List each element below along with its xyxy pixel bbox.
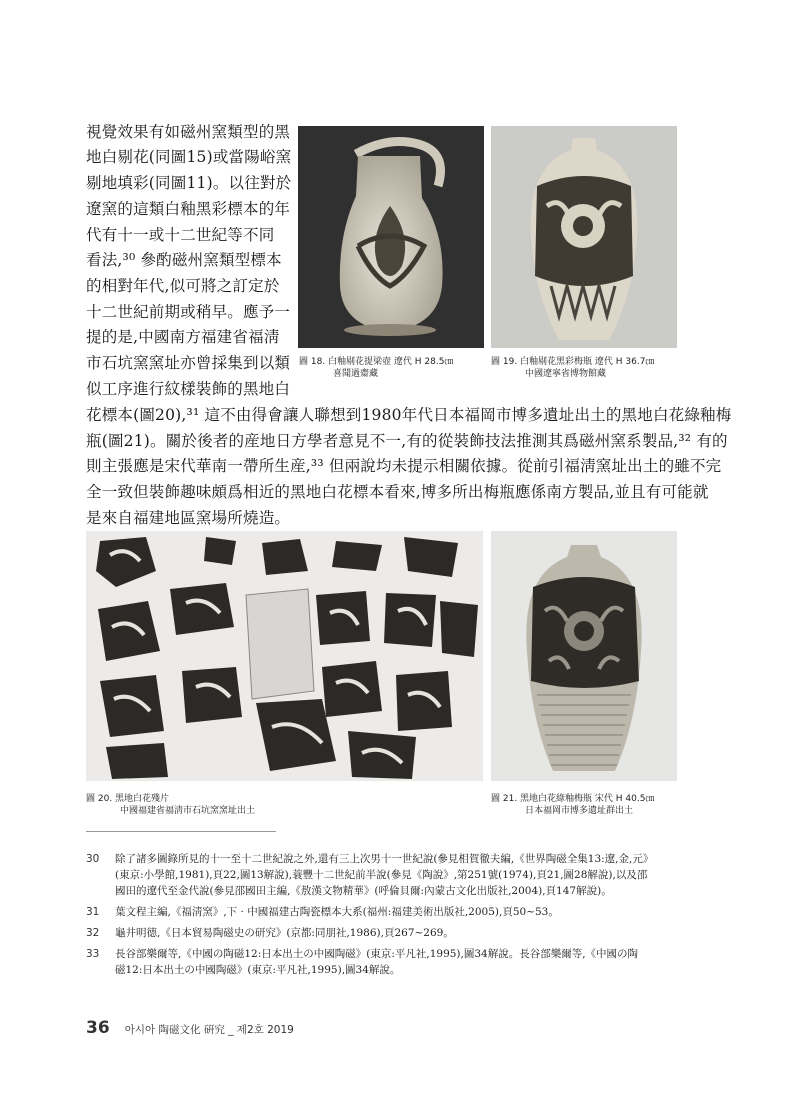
footnote-line: 龜井明德,《日本貿易陶磁史の研究》(京都:同朋社,1986),頁267~269。 <box>115 927 454 939</box>
text-line: 視覺效果有如磁州窯類型的黑 <box>86 123 291 141</box>
caption-line: 圖 19. 白釉剔花黑彩梅瓶 遼代 H 36.7㎝ <box>491 357 655 367</box>
figure-18-caption <box>299 356 453 380</box>
footnote-line: 國田的遼代至金代說(參見邵國田主編,《敖漢文物精華》(呼倫貝爾:內蒙古文化出版社,2004),頁147解說)。 <box>115 885 612 897</box>
footnote-number: 30 <box>86 853 100 865</box>
footnote-line: (東京:小學館,1981),頁22,圖13解說),蓑豐十二世紀前半說(參見《陶說》,第251號(1974),頁21,圖28解說),以及邵 <box>115 869 648 881</box>
text-line: 市石坑窯窯址亦曾採集到以類 <box>86 354 291 372</box>
figure-20-caption <box>86 793 255 817</box>
caption-line: 日本福岡市博多遺址群出土 <box>525 806 634 816</box>
caption-line: 喜聞過齋藏 <box>333 369 379 379</box>
footnote-number: 32 <box>86 927 100 939</box>
figure-21-photo <box>491 531 677 781</box>
figure-18-photo <box>298 126 484 348</box>
text-line: 十二世紀前期或稍早。應予一 <box>86 303 291 321</box>
caption-line: 圖 18. 白釉剔花提梁壺 遼代 H 28.5㎝ <box>299 357 454 367</box>
text-line: 花標本(圖20),³¹ 這不由得會讓人聯想到1980年代日本福岡市博多遺址出土的黑地白花綠釉梅 <box>86 406 732 424</box>
figure-19-photo <box>491 126 677 348</box>
footnote-line: 磁12:日本出土の中國陶磁》(東京:平凡社,1995),圖34解說。 <box>115 964 401 976</box>
text-line: 全一致但裝飾趣味頗爲相近的黑地白花標本看來,博多所出梅瓶應係南方製品,並且有可能就 <box>86 483 709 501</box>
footnote-number: 31 <box>86 906 100 918</box>
text-line: 遼窯的這類白釉黑彩標本的年 <box>86 200 291 218</box>
text-line: 是來自福建地區窯場所燒造。 <box>86 509 291 527</box>
figure-21-caption <box>491 793 654 817</box>
caption-line: 圖 21. 黑地白花綠釉梅瓶 宋代 H 40.5㎝ <box>491 794 655 804</box>
caption-line: 中國福建省福淸市石坑窯窯址出土 <box>120 806 256 816</box>
footnote-line: 葉文程主編,《福淸窯》,下 · 中國福建古陶瓷標本大系(福州:福建美術出版社,2005),頁50~53。 <box>115 906 559 918</box>
footnote-line: 除了諸多圖錄所見的十一至十二世紀說之外,還有三上次男十一世紀說(參見相賀徹夫編,《世界陶磁全集13:遼,金,元》 <box>115 853 654 865</box>
page-footer <box>86 1018 294 1038</box>
text-line: 提的是,中國南方福建省福淸 <box>86 328 280 346</box>
text-line: 看法,³⁰ 參酌磁州窯類型標本 <box>86 251 282 269</box>
footnote-rule <box>86 831 276 832</box>
caption-line: 圖 20. 黑地白花殘片 <box>86 794 170 804</box>
footnote-line: 長谷部樂爾等,《中國の陶磁12:日本出土の中國陶磁》(東京:平凡社,1995),圖34解說。長谷部樂爾等,《中國の陶 <box>115 948 639 960</box>
text-line: 瓶(圖21)。關於後者的産地日方學者意見不一,有的從裝飾技法推測其爲磁州窯系製品,³² 有的 <box>86 432 728 450</box>
figure-20-photo <box>86 531 483 781</box>
text-line: 代有十一或十二世紀等不同 <box>86 226 275 244</box>
page-number: 36 <box>86 1018 110 1038</box>
caption-line: 中國遼寧省博物館藏 <box>525 369 607 379</box>
text-line: 的相對年代,似可將之訂定於 <box>86 277 280 295</box>
text-line: 地白剔花(同圖15)或當陽峪窯 <box>86 148 292 166</box>
figure-19-caption <box>491 356 654 380</box>
text-line: 則主張應是宋代華南一帶所生産,³³ 但兩說均未提示相關依據。從前引福淸窯址出土的雖不完 <box>86 457 722 475</box>
footnote-number: 33 <box>86 948 100 960</box>
journal-title: 아시아 陶磁文化 硏究 _ 제2호 2019 <box>124 1024 294 1036</box>
text-line: 似工序進行紋樣裝飾的黑地白 <box>86 380 291 398</box>
text-line: 剔地填彩(同圖11)。以往對於 <box>86 174 292 192</box>
